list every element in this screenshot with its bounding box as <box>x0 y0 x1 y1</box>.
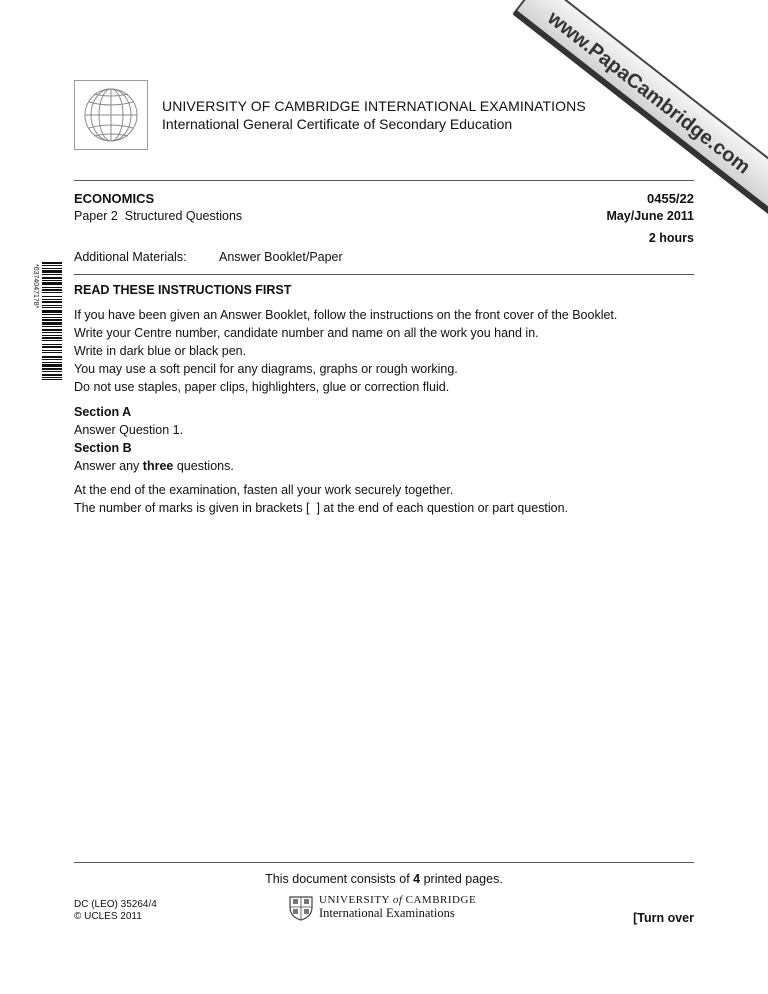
barcode-bar <box>42 280 62 281</box>
cambridge-globe-logo <box>74 80 148 150</box>
barcode <box>30 262 62 380</box>
barcode-bar <box>42 371 62 372</box>
materials-divider <box>74 274 694 275</box>
turn-over: [Turn over <box>633 911 694 925</box>
closing-instructions <box>74 481 568 517</box>
section-b-text <box>74 457 234 475</box>
barcode-bar <box>42 282 62 285</box>
barcode-bar <box>42 340 62 341</box>
barcode-bar <box>42 274 62 275</box>
barcode-bar <box>42 337 62 339</box>
closing-line: The number of marks is given in brackets [ ] at the end of each question or part question. <box>74 501 569 515</box>
copyright: © UCLES 2011 <box>74 911 142 922</box>
subject-name: ECONOMICS <box>74 191 155 206</box>
barcode-bar <box>42 305 62 306</box>
barcode-bar <box>42 299 62 300</box>
barcode-bar <box>42 277 62 279</box>
barcode-bar <box>42 350 62 351</box>
barcode-bar <box>42 362 62 363</box>
instruction-line: You may use a soft pencil for any diagrams, graphs or rough working. <box>74 362 458 376</box>
paper-title: Paper 2 Structured Questions <box>74 209 243 223</box>
barcode-bar <box>42 317 62 318</box>
section-a-text: Answer Question 1. <box>74 423 184 437</box>
barcode-bar <box>42 356 62 358</box>
instruction-line: Write in dark blue or black pen. <box>74 344 247 358</box>
document-codes <box>74 899 157 923</box>
section-a-heading: Section A <box>74 405 132 419</box>
section-b-heading: Section B <box>74 441 132 455</box>
barcode-bar <box>42 314 62 315</box>
barcode-bar <box>42 332 62 333</box>
barcode-bar <box>42 292 62 293</box>
barcode-bar <box>42 374 62 376</box>
barcode-bar <box>42 289 62 291</box>
barcode-bar <box>42 322 62 325</box>
barcode-bar <box>42 335 62 336</box>
section-b-prefix: Answer any <box>74 459 143 473</box>
barcode-bar <box>42 265 62 266</box>
exam-duration: 2 hours <box>648 231 694 245</box>
cambridge-crest-icon <box>288 895 314 921</box>
closing-line: At the end of the examination, fasten all your work securely together. <box>74 483 454 497</box>
university-title: UNIVERSITY OF CAMBRIDGE INTERNATIONAL EXAMINATIONS <box>162 98 586 114</box>
instruction-line: Write your Centre number, candidate number and name on all the work you hand in. <box>74 326 539 340</box>
papacambridge-watermark-banner <box>500 0 768 240</box>
ucie-line2: International Examinations <box>319 906 455 920</box>
barcode-bar <box>42 326 62 327</box>
barcode-digits: *6374047178* <box>32 264 39 309</box>
barcode-bar <box>42 346 62 348</box>
barcode-bar <box>42 310 62 313</box>
ucie-line1-b: CAMBRIDGE <box>402 894 477 906</box>
section-instructions <box>74 403 234 475</box>
section-b-suffix: questions. <box>173 459 234 473</box>
barcode-bar <box>42 307 62 308</box>
banner-text: www.PapaCambridge.com <box>543 7 755 179</box>
barcode-bar <box>42 296 62 297</box>
ucie-wordmark <box>319 894 476 920</box>
instruction-line: If you have been given an Answer Booklet, follow the instructions on the front cover of the Booklet. <box>74 308 618 322</box>
certificate-title: International General Certificate of Secondary Education <box>162 116 513 132</box>
page-count-suffix: printed pages. <box>420 872 503 886</box>
materials-value: Answer Booklet/Paper <box>219 250 343 264</box>
barcode-bar <box>42 319 62 321</box>
barcode-bar <box>42 344 62 345</box>
globe-icon <box>80 84 142 146</box>
barcode-bar <box>42 379 62 380</box>
exam-session: May/June 2011 <box>606 209 694 223</box>
barcode-bar <box>42 262 62 264</box>
barcode-bar <box>42 359 62 360</box>
ucie-line1-a: UNIVERSITY <box>319 894 393 906</box>
dc-code: DC (LEO) 35264/4 <box>74 899 157 910</box>
instruction-line: Do not use staples, paper clips, highlighters, glue or correction fluid. <box>74 380 450 394</box>
materials-label: Additional Materials: <box>74 250 187 264</box>
barcode-bar <box>42 301 62 303</box>
header-divider <box>74 180 694 181</box>
instruction-list <box>74 306 617 396</box>
page-count-prefix: This document consists of <box>265 872 414 886</box>
page-count: 4 <box>413 872 421 886</box>
barcode-bar <box>42 329 62 331</box>
section-b-emphasis: three <box>142 459 174 473</box>
instructions-heading: READ THESE INSTRUCTIONS FIRST <box>74 283 292 297</box>
ucie-line1-of: of <box>392 894 403 906</box>
barcode-bar <box>42 352 62 353</box>
barcode-bar <box>42 268 62 269</box>
syllabus-code: 0455/22 <box>647 191 694 206</box>
barcode-bar <box>42 377 62 378</box>
barcode-bar <box>42 364 62 367</box>
footer-divider <box>74 862 694 863</box>
barcode-bar <box>42 270 62 273</box>
page-count-note <box>0 872 768 886</box>
barcode-bar <box>42 368 62 370</box>
barcode-bar <box>42 287 62 288</box>
